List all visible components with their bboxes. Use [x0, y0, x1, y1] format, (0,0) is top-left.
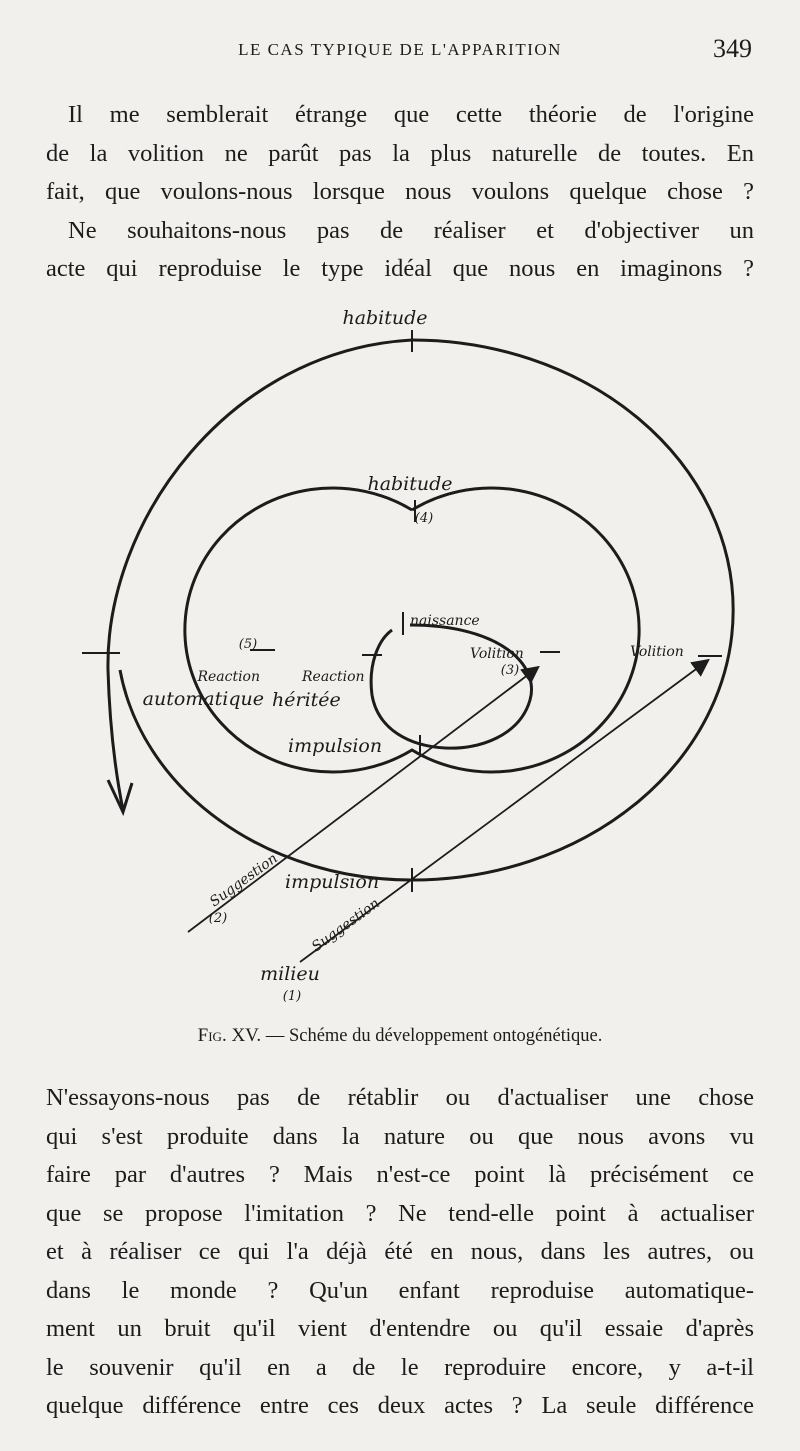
label-num-2: (2): [208, 911, 228, 926]
scheme-diagram: [0, 290, 800, 1030]
text-line: dans le monde ? Qu'un enfant reproduise automatique-: [46, 1276, 754, 1304]
paragraph-top: [46, 96, 754, 289]
label-habitude-inner: habitude: [367, 473, 453, 495]
label-num-5: (5): [238, 637, 258, 652]
text-line: Ne souhaitons-nous pas de réaliser et d'objectiver un: [68, 216, 754, 244]
text-line: de la volition ne parût pas la plus naturelle de toutes. En: [46, 139, 754, 167]
middle-circle: [185, 488, 639, 772]
figure-ontogenetic-scheme: [0, 290, 800, 1030]
text-line: Il me semblerait étrange que cette théorie de l'origine: [68, 101, 754, 128]
text-line: que se propose l'imitation ? Ne tend-elle point à actualiser: [46, 1199, 754, 1227]
label-suggestion-2: Suggestion: [308, 895, 383, 956]
label-suggestion-1: Suggestion: [206, 850, 281, 911]
label-num-3: (3): [500, 663, 520, 678]
label-habitude-outer: habitude: [342, 307, 428, 329]
label-heritee: héritée: [272, 689, 341, 711]
label-num-1: (1): [282, 989, 302, 1004]
label-milieu: milieu: [260, 963, 320, 985]
text-line: N'essayons-nous pas de rétablir ou d'actualiser une chose: [46, 1084, 754, 1111]
label-impulsion-inner: impulsion: [288, 735, 383, 757]
text-line: quelque différence entre ces deux actes ? La seule différence: [46, 1392, 754, 1419]
text-line: ment un bruit qu'il vient d'entendre ou qu'il essaie d'après: [46, 1315, 754, 1342]
page-header: [0, 34, 800, 70]
label-automatique: automatique: [142, 688, 264, 710]
text-line: et à réaliser ce qui l'a déjà été en nous, dans les autres, ou: [46, 1238, 754, 1265]
label-reaction-1: Reaction: [197, 669, 260, 685]
figure-caption: [0, 1025, 800, 1047]
text-line: faire par d'autres ? Mais n'est-ce point là précisément ce: [46, 1161, 754, 1188]
page-number: 349: [713, 34, 752, 63]
label-volition-outer: Volition: [630, 644, 684, 660]
label-volition-inner: Volition: [470, 646, 524, 662]
label-naissance: naissance: [410, 613, 480, 629]
caption-label: Fig. XV.: [197, 1025, 262, 1046]
text-line: le souvenir qu'il en a de le reproduire encore, y a-t-il: [46, 1353, 754, 1381]
text-line: fait, que voulons-nous lorsque nous voulons quelque chose ?: [46, 178, 754, 205]
label-reaction-2: Reaction: [302, 669, 365, 685]
paragraph-bottom: [46, 1079, 754, 1426]
caption-text: — Schéme du développement ontogénétique.: [261, 1026, 603, 1046]
running-title: LE CAS TYPIQUE DE L'APPARITION: [238, 40, 562, 59]
inner-circle: [371, 625, 531, 748]
text-line: acte qui reproduise le type idéal que nous en imaginons ?: [46, 255, 754, 282]
text-line: qui s'est produite dans la nature ou que nous avons vu: [46, 1122, 754, 1150]
outer-circle: [120, 340, 733, 880]
label-num-4: (4): [414, 511, 434, 526]
label-impulsion-outer: impulsion: [285, 871, 380, 893]
